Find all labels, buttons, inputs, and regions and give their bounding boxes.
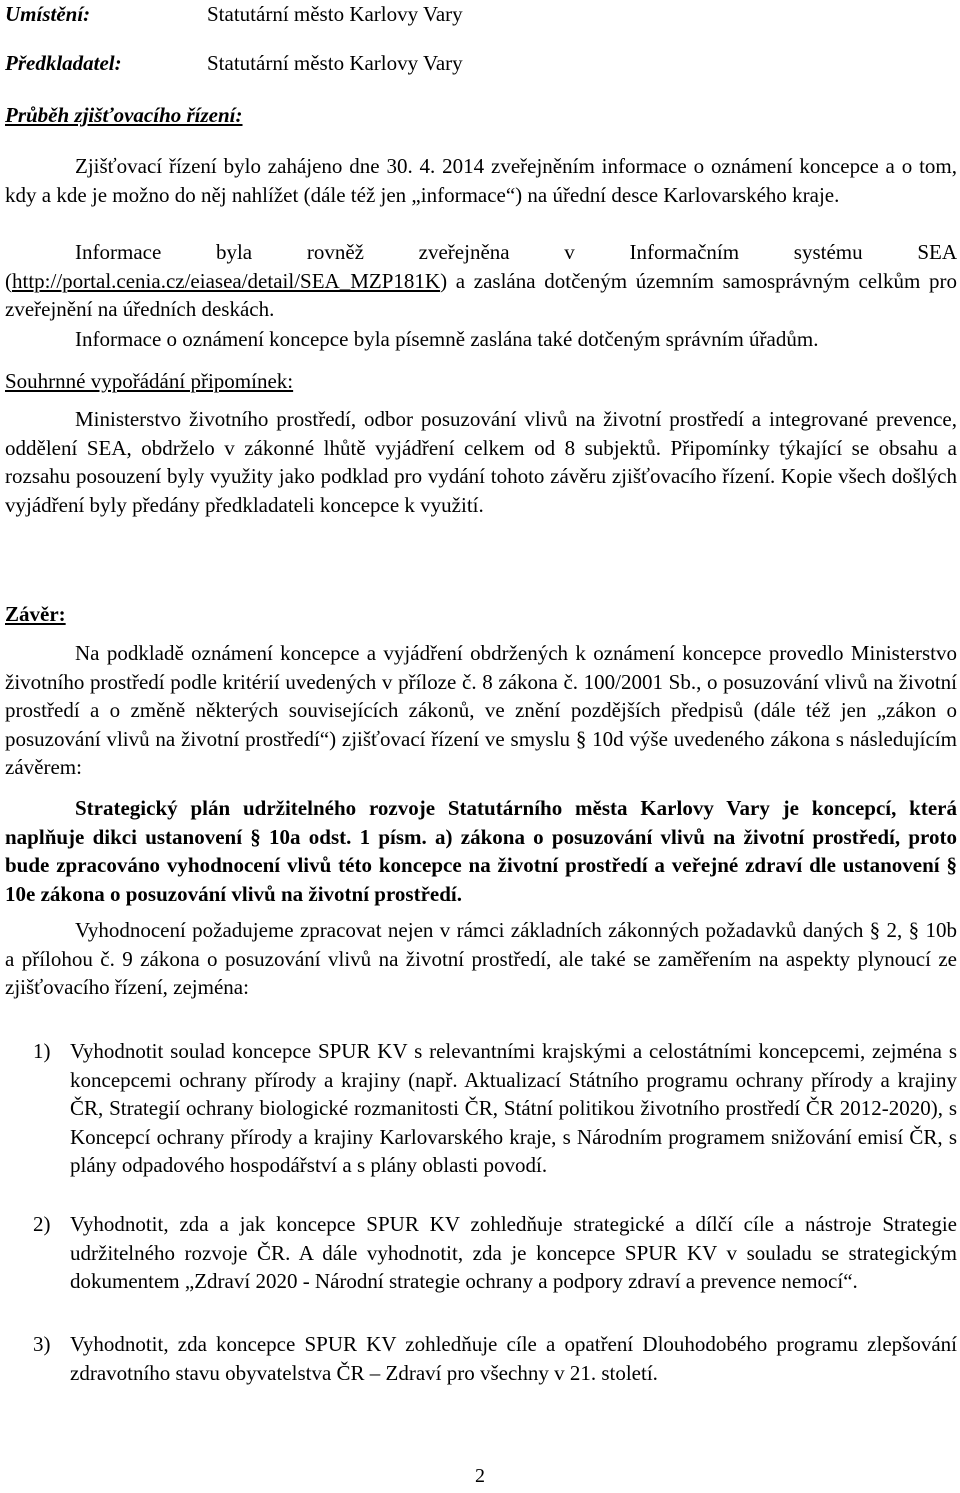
process-title: Průběh zjišťovacího řízení: [5,103,243,127]
conclusion-paragraph-1: Na podkladě oznámení koncepce a vyjádření obdržených k oznámení koncepce provedlo Ministerstvo životního prostředí podle kritérií uvedených v příloze č. 8 zákona č. 100/2001 Sb., o posuzování vlivů na životní prostředí a o změně některých souvisejících zákonů, ve znění pozdějších předpisů (dále též jen „zákon o posuzování vlivů na životní prostředí“) zjišťovací řízení ve smyslu § 10d výše uvedeného zákona s následujícím závěrem: [5,641,957,779]
conclusion-paragraph-3: Vyhodnocení požadujeme zpracovat nejen v rámci základních zákonných požadavků daných § 2, § 10b a přílohou č. 9 zákona o posuzování vlivů na životní prostředí, ale také se zaměřením na aspekty plynoucí ze zjišťovacího řízení, zejména: [5,918,957,999]
list-item-number: 2) [33,1212,51,1236]
conclusion-title: Závěr: [5,602,66,626]
comments-title: Souhrnné vypořádání připomínek: [5,369,294,393]
process-paragraph-1: Zjišťovací řízení bylo zahájeno dne 30. 4. 2014 zveřejněním informace o oznámení koncepce a o tom, kdy a kde je možno do něj nahlížet (dále též jen „informace“) na úřední desce Karlovarského kraje. [5,154,957,207]
location-value: Statutární město Karlovy Vary [207,2,463,26]
list-item-text: Vyhodnotit, zda koncepce SPUR KV zohledňuje cíle a opatření Dlouhodobého programu zlepšování zdravotního stavu obyvatelstva ČR – Zdraví pro všechny v 21. století. [70,1332,957,1385]
list-item-number: 3) [33,1332,51,1356]
submitter-label: Předkladatel: [5,51,122,75]
conclusion-verdict: Strategický plán udržitelného rozvoje Statutárního města Karlovy Vary je koncepcí, která naplňuje dikci ustanovení § 10a odst. 1 písm. a) zákona o posuzování vlivů na životní prostředí, proto bude zpracováno vyhodnocení vlivů této koncepce na životní prostředí a veřejné zdraví dle ustanovení § 10e zákona o posuzování vlivů na životní prostředí. [5,796,957,906]
process-paragraph-2: Informace byla rovněž zveřejněna v Informačním systému SEA (http://portal.cenia.cz/eiasea/detail/SEA_MZP181K) a zaslána dotčeným územním samosprávným celkům pro zveřejnění na úředních deskách. [5,240,957,321]
list-item-text: Vyhodnotit, zda a jak koncepce SPUR KV zohledňuje strategické a dílčí cíle a nástroje Strategie udržitelného rozvoje ČR. A dále vyhodnotit, zda je koncepce SPUR KV v souladu se strategickým dokumentem „Zdraví 2020 - Národní strategie ochrany a podpory zdraví a prevence nemocí“. [70,1212,957,1293]
location-row [5,0,463,29]
submitter-value: Statutární město Karlovy Vary [207,51,463,75]
comments-paragraph: Ministerstvo životního prostředí, odbor posuzování vlivů na životní prostředí a integrované prevence, oddělení SEA, obdrželo v zákonné lhůtě vyjádření celkem od 8 subjektů. Připomínky týkající se obsahu a rozsahu posouzení byly využity jako podklad pro vydání tohoto závěru zjišťovacího řízení. Kopie všech došlých vyjádření byly předány předkladateli koncepce k využití. [5,407,957,517]
list-item-number: 1) [33,1039,51,1063]
process-paragraph-3: Informace o oznámení koncepce byla písemně zaslána také dotčeným správním úřadům. [75,327,819,351]
sea-portal-link[interactable]: http://portal.cenia.cz/eiasea/detail/SEA_MZP181K [12,268,441,293]
list-item-text: Vyhodnotit soulad koncepce SPUR KV s relevantními krajskými a celostátními koncepcemi, zejména s koncepcemi ochrany přírody a krajiny (např. Aktualizací Státního programu ochrany přírody a krajiny ČR, Strategií ochrany biologické rozmanitosti ČR, Státní politikou životního prostředí ČR 2012-2020), s Koncepcí ochrany přírody a krajiny Karlovarského kraje, s Národním programem snižování emisí ČR, s plány odpadového hospodářství a s plány oblasti povodí. [70,1039,957,1177]
location-label: Umístění: [5,2,91,26]
page-number: 2 [475,1465,485,1487]
submitter-row [5,49,463,78]
